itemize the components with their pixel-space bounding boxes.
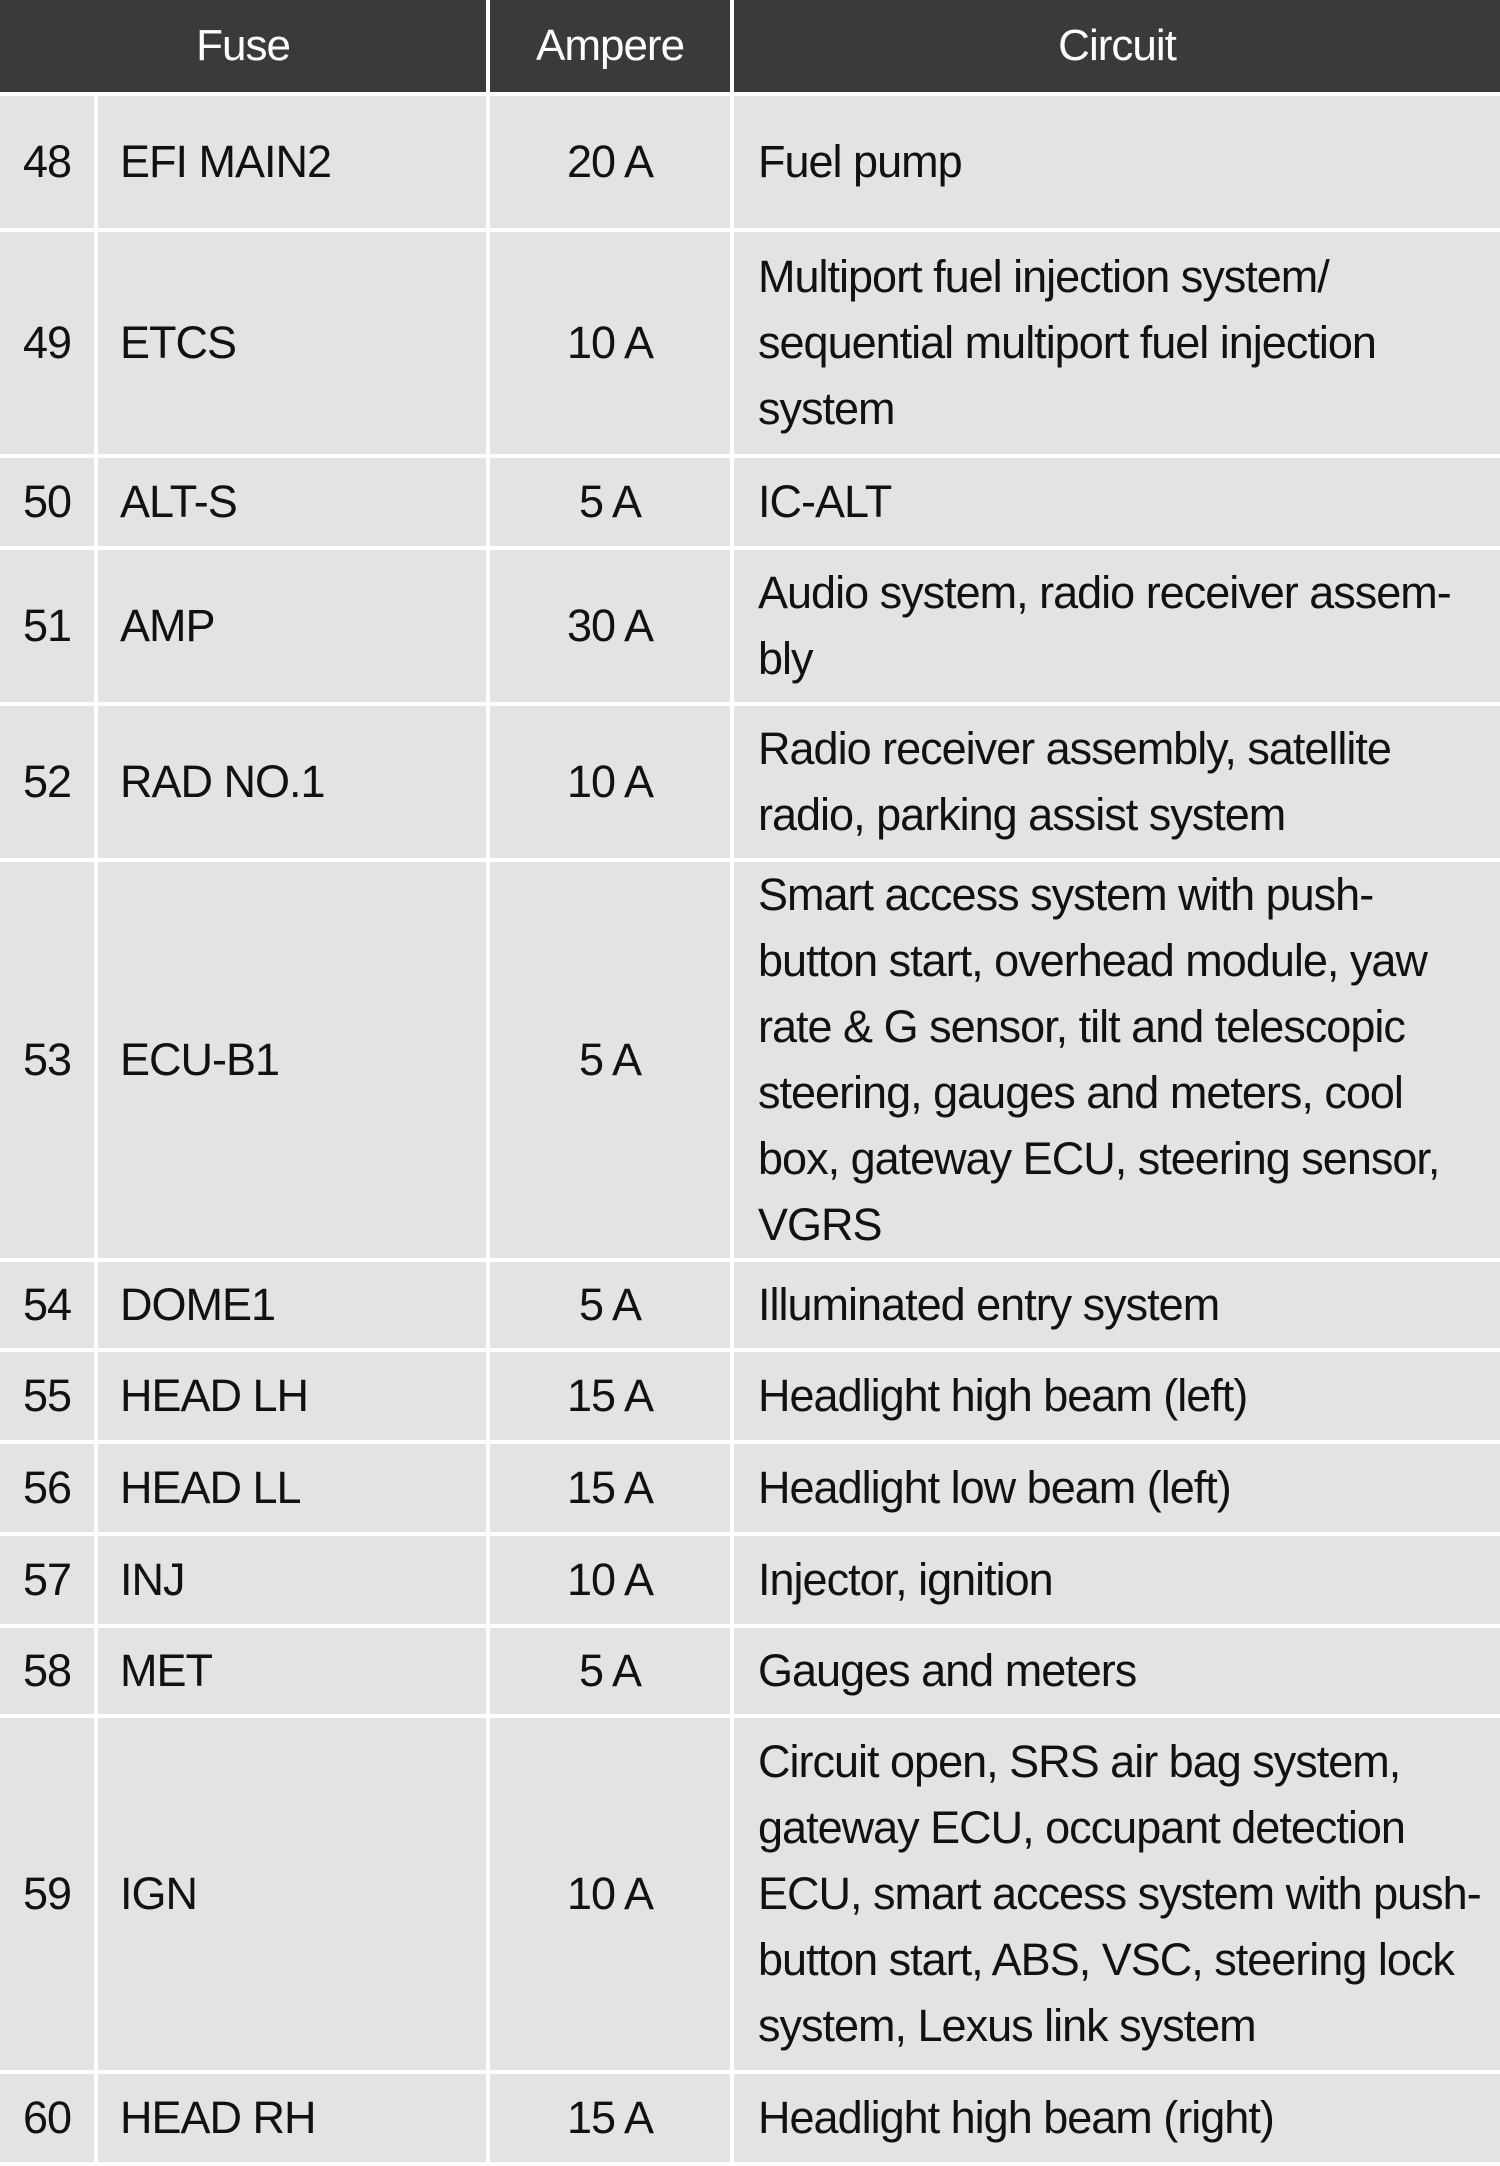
fuse-name: AMP (96, 548, 488, 704)
fuse-name: IGN (96, 1716, 488, 2072)
table-row (0, 456, 1500, 548)
fuse-circuit: Injector, ignition (732, 1534, 1500, 1626)
fuse-ampere: 15 A (488, 1442, 732, 1534)
table-row (0, 1534, 1500, 1626)
fuse-number: 48 (0, 94, 96, 230)
fuse-circuit: Radio receiver assembly, satellite radio, parking assist system (732, 704, 1500, 860)
fuse-circuit: IC-ALT (732, 456, 1500, 548)
fuse-name: MET (96, 1626, 488, 1716)
fuse-circuit: Headlight high beam (left) (732, 1350, 1500, 1442)
fuse-name: ECU-B1 (96, 860, 488, 1260)
fuse-ampere: 5 A (488, 1626, 732, 1716)
header-fuse: Fuse (0, 0, 488, 94)
fuse-circuit: Headlight low beam (left) (732, 1442, 1500, 1534)
table-row (0, 1350, 1500, 1442)
fuse-number: 49 (0, 230, 96, 456)
fuse-circuit: Headlight high beam (right) (732, 2072, 1500, 2164)
fuse-name: DOME1 (96, 1260, 488, 1350)
table-row (0, 704, 1500, 860)
fuse-ampere: 10 A (488, 704, 732, 860)
fuse-number: 50 (0, 456, 96, 548)
header-circuit: Circuit (732, 0, 1500, 94)
fuse-number: 53 (0, 860, 96, 1260)
fuse-number: 52 (0, 704, 96, 860)
fuse-number: 59 (0, 1716, 96, 2072)
fuse-ampere: 5 A (488, 456, 732, 548)
fuse-name: HEAD LL (96, 1442, 488, 1534)
fuse-ampere: 20 A (488, 94, 732, 230)
table-row (0, 860, 1500, 1260)
fuse-number: 56 (0, 1442, 96, 1534)
fuse-ampere: 5 A (488, 860, 732, 1260)
fuse-number: 57 (0, 1534, 96, 1626)
fuse-name: HEAD RH (96, 2072, 488, 2164)
fuse-circuit: Illuminated entry system (732, 1260, 1500, 1350)
fuse-ampere: 10 A (488, 1534, 732, 1626)
table-row (0, 2072, 1500, 2164)
fuse-ampere: 15 A (488, 1350, 732, 1442)
fuse-circuit: Fuel pump (732, 94, 1500, 230)
table-row (0, 548, 1500, 704)
table-row (0, 94, 1500, 230)
fuse-name: EFI MAIN2 (96, 94, 488, 230)
fuse-ampere: 10 A (488, 1716, 732, 2072)
fuse-circuit: Gauges and meters (732, 1626, 1500, 1716)
table-row (0, 230, 1500, 456)
fuse-ampere: 30 A (488, 548, 732, 704)
fuse-circuit: Smart access system with push-button start, overhead module, yaw rate & G sensor, tilt and telescopic steering, gauges and meters, cool box, gateway ECU, steering sensor, VGRS (732, 860, 1500, 1260)
fuse-name: ALT-S (96, 456, 488, 548)
fuse-name: INJ (96, 1534, 488, 1626)
fuse-number: 60 (0, 2072, 96, 2164)
table-row (0, 1260, 1500, 1350)
table-row (0, 1626, 1500, 1716)
fuse-circuit: Circuit open, SRS air bag system, gateway ECU, occupant detection ECU, smart access system with push-button start, ABS, VSC, steering lock system, Lexus link system (732, 1716, 1500, 2072)
fuse-ampere: 15 A (488, 2072, 732, 2164)
header-row (0, 0, 1500, 94)
fuse-name: RAD NO.1 (96, 704, 488, 860)
fuse-circuit: Multiport fuel injection system/ sequential multiport fuel injection system (732, 230, 1500, 456)
fuse-name: ETCS (96, 230, 488, 456)
fuse-name: HEAD LH (96, 1350, 488, 1442)
fuse-number: 54 (0, 1260, 96, 1350)
fuse-number: 58 (0, 1626, 96, 1716)
fuse-circuit: Audio system, radio receiver assem-bly (732, 548, 1500, 704)
fuse-number: 55 (0, 1350, 96, 1442)
fuse-ampere: 5 A (488, 1260, 732, 1350)
fuse-ampere: 10 A (488, 230, 732, 456)
fuse-number: 51 (0, 548, 96, 704)
table-row (0, 1442, 1500, 1534)
header-ampere: Ampere (488, 0, 732, 94)
table-row (0, 1716, 1500, 2072)
